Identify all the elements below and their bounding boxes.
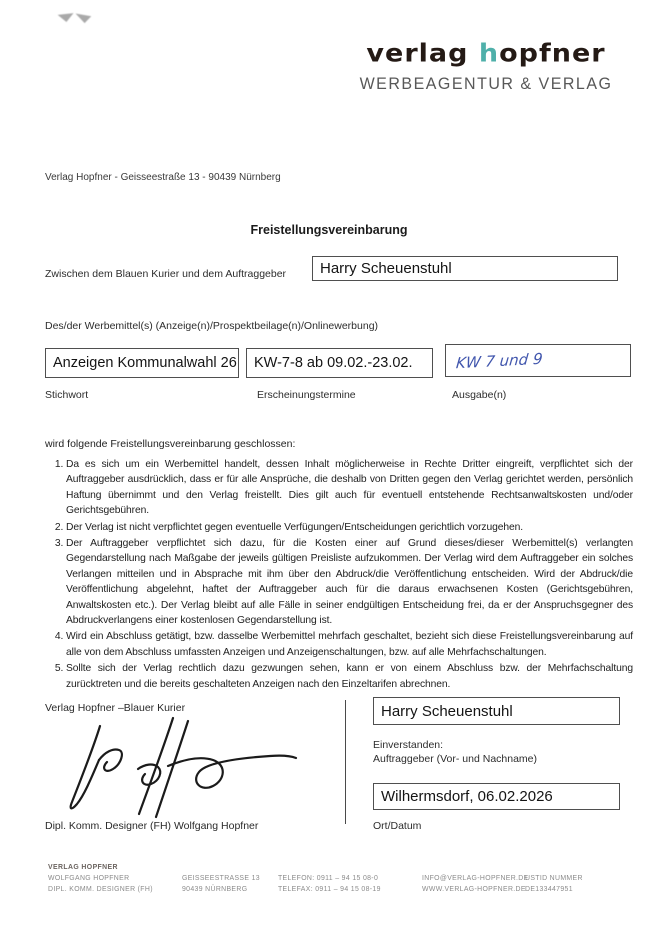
clause-item: 3. Der Auftraggeber verpflichtet sich dazu, für die Kosten einer auf Grund dieses/dieser Werbemittel(s) verlangten Gegendarstellung nach Maßgabe der jeweils gültigen Preisliste aufzukommen. Der Verlag wird dem Auftraggeber ein solches Verlangen mitteilen und in Absprache mit ihm über den Abdruck/die Veröffentlichung entscheiden. Wird der Abdruck/die Veröffentlichung abgelehnt, haftet der Auftraggeber auch für die daraus erwachsenen Kosten (Gerichtsgebühren, Anwaltskosten etc.). Der Verlag bleibt auf alle Fälle in seiner endgültigen Entscheidung frei, da er der Anspruchsgegner des Abdruckverlangens einer kostenlosen Gegendarstellung ist. [66, 536, 633, 628]
clause-item: 4. Wird ein Abschluss getätigt, bzw. dasselbe Werbemittel mehrfach geschaltet, bezieht sich diese Freistellungsvereinbarung auf alle von dem Abschluss umfassten Anzeigen und Anzeigenschaltungen, bzw. auf alle Mehrfachschaltungen. [66, 629, 633, 660]
clause-item: 1. Da es sich um ein Werbemittel handelt, dessen Inhalt möglicherweise in Rechte Dritter eingreift, verpflichtet sich der Auftraggeber ausdrücklich, dass er für alle Ansprüche, die deshalb von Dritten gegen den Verlag gerichtet werden, persönlich Haftung übernimmt und den Verlag freistellt. Dies gilt auch für eventuell entstehende Rechtsanwaltskosten und/oder Gerichtsgebühren. [66, 457, 633, 519]
footer-line: WOLFGANG HOPFNER [48, 875, 130, 882]
brand-name-part2: opfner [499, 39, 606, 68]
footer-line: TELEFAX: 0911 – 94 15 08-19 [278, 886, 381, 893]
footer-line: WWW.VERLAG-HOPFNER.DE [422, 886, 526, 893]
brand-name-part1: verlag [366, 39, 479, 68]
stichwort-caption: Stichwort [45, 389, 89, 401]
footer-address-column [182, 873, 260, 895]
place-date-value: Wilhermsdorf, 06.02.2026 [381, 788, 553, 805]
place-date-field[interactable] [373, 783, 620, 810]
footer-company-column [48, 862, 153, 895]
publisher-signatory-name: Dipl. Komm. Designer (FH) Wolfgang Hopfner [45, 820, 259, 832]
publisher-signature-heading: Verlag Hopfner –Blauer Kurier [45, 702, 186, 714]
signature-divider [345, 700, 346, 824]
footer-line: 90439 NÜRNBERG [182, 886, 248, 893]
footer-web-column [422, 873, 529, 895]
footer-line: USTID NUMMER [525, 875, 583, 882]
ausgaben-field[interactable] [445, 344, 631, 377]
client-name-value: Harry Scheuenstuhl [381, 702, 513, 720]
footer-line: GEISSEESTRASSE 13 [182, 875, 260, 882]
handwritten-ausgabe-value: KW 7 und 9 [455, 349, 544, 372]
erscheinungstermine-value: KW-7-8 ab 09.02.-23.02. [254, 355, 413, 371]
footer-line: VERLAG HOPFNER [48, 864, 118, 871]
signature-scrawl [55, 714, 305, 819]
footer-line: DIPL. KOMM. DESIGNER (FH) [48, 886, 153, 893]
auftraggeber-caption: Auftraggeber (Vor- und Nachname) [373, 753, 538, 765]
brand-name-accent: h [478, 39, 500, 68]
clause-item: 2. Der Verlag ist nicht verpflichtet gegen eventuelle Verfügungen/Entscheidungen gerichtlich vorzugehen. [66, 520, 633, 535]
auftraggeber-name-value: Harry Scheuenstuhl [320, 260, 452, 277]
ausgaben-caption: Ausgabe(n) [452, 389, 507, 401]
brand-tagline: WERBEAGENTUR & VERLAG [359, 75, 613, 94]
werbemittel-label: Des/der Werbemittel(s) (Anzeige(n)/Prospektbeilage(n)/Onlinewerbung) [45, 320, 379, 332]
stichwort-value: Anzeigen Kommunalwahl 26 [53, 355, 237, 371]
footer-line: DE133447951 [525, 886, 573, 893]
footer-line: INFO@VERLAG-HOPFNER.DE [422, 875, 529, 882]
erscheinungstermine-caption: Erscheinungstermine [257, 389, 356, 401]
ort-datum-caption: Ort/Datum [373, 820, 422, 832]
agreement-section [45, 438, 633, 693]
brand-name [352, 39, 620, 68]
sender-address-line: Verlag Hopfner - Geisseestraße 13 - 90439 Nürnberg [45, 172, 281, 183]
footer-phone-column [278, 873, 381, 895]
erscheinungstermine-field[interactable] [246, 348, 433, 378]
clause-item: 5. Sollte sich der Verlag rechtlich dazu gezwungen sehen, kann er von einem Abschluss bzw. der Mehrfachschaltung zurücktreten und die bereits geschalteten Anzeigen nach den Einzeltarifen abrechnen. [66, 661, 633, 692]
page-title: Freistellungsvereinbarung [250, 223, 408, 237]
auftraggeber-name-field[interactable] [312, 256, 618, 281]
clause-list [45, 457, 633, 692]
agreement-intro: wird folgende Freistellungsvereinbarung geschlossen: [45, 438, 296, 450]
parties-label: Zwischen dem Blauen Kurier und dem Auftraggeber [45, 268, 287, 280]
scan-artifact-icon [58, 12, 98, 28]
stichwort-field[interactable] [45, 348, 239, 378]
client-name-field[interactable] [373, 697, 620, 725]
footer-ustid-column [525, 873, 583, 895]
footer-line: TELEFON: 0911 – 94 15 08-0 [278, 875, 379, 882]
einverstanden-label: Einverstanden: [373, 739, 444, 751]
brand-logo [352, 38, 620, 94]
